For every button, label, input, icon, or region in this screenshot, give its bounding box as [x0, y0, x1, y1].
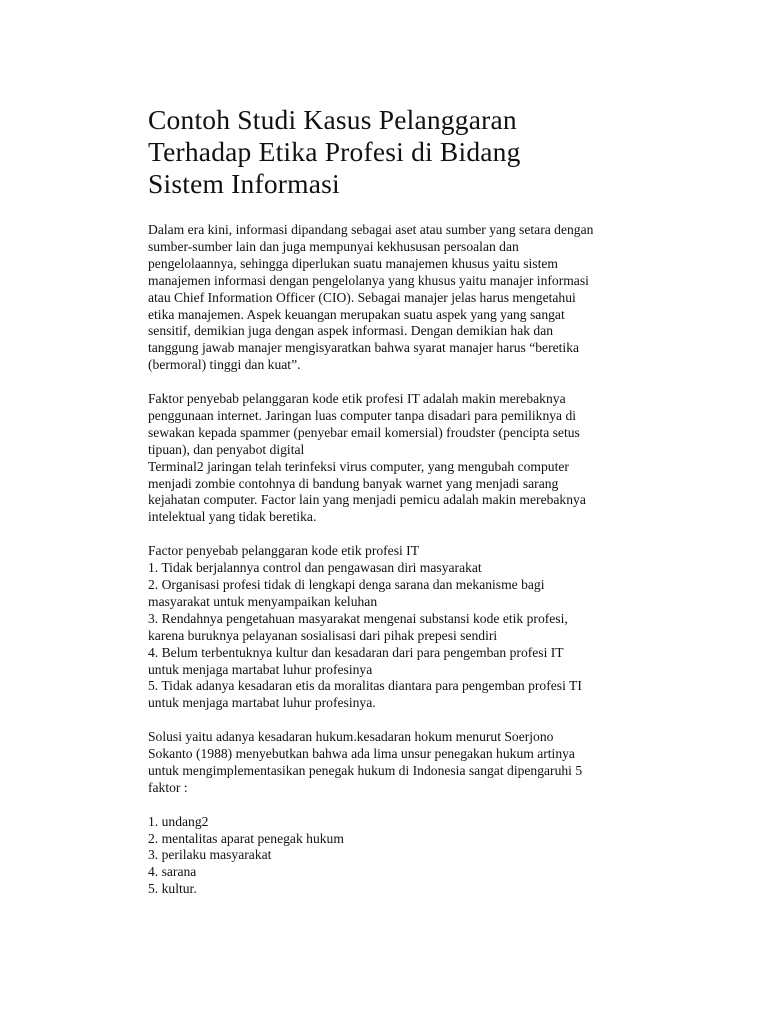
paragraph-factor-list	[148, 543, 668, 712]
list-item: 4. Belum terbentuknya kultur dan kesadaran dari para pengemban profesi IT	[148, 644, 564, 660]
text-line: Sokanto (1988) menyebutkan bahwa ada lima unsur penegakan hukum artinya	[148, 746, 575, 762]
text-line: tanggung jawab manajer mengisyaratkan bahwa syarat manajer harus “beretika	[148, 340, 580, 356]
title-line: Contoh Studi Kasus Pelanggaran	[148, 104, 517, 135]
text-line: Solusi yaitu adanya kesadaran hukum.kesadaran hokum menurut Soerjono	[148, 729, 554, 745]
text-line: Dalam era kini, informasi dipandang sebagai aset atau sumber yang setara dengan	[148, 222, 594, 237]
list-item: masyarakat untuk menyampaikan keluhan	[148, 593, 378, 609]
text-line: manajemen informasi dengan pengelolanya yang khusus yaitu manajer informasi	[148, 272, 589, 288]
title-line: Sistem Informasi	[148, 168, 340, 199]
list-item: untuk menjaga martabat luhur profesinya	[148, 661, 373, 677]
text-line: sumber-sumber lain dan juga mempunyai kekhususan persoalan dan	[148, 238, 519, 254]
text-line: untuk mengimplementasikan penegak hukum di Indonesia sangat dipengaruhi 5	[148, 762, 583, 778]
text-line: Terminal2 jaringan telah terinfeksi virus computer, yang mengubah computer	[148, 458, 569, 474]
list-item: karena buruknya pelayanan sosialisasi dari pihak prepesi sendiri	[148, 627, 498, 643]
text-line: Factor penyebab pelanggaran kode etik profesi IT	[148, 543, 420, 559]
list-item: 4. sarana	[148, 864, 197, 880]
paragraph-solution	[148, 729, 668, 797]
text-line: tipuan), dan penyabot digital	[148, 441, 305, 457]
list-item: 5. Tidak adanya kesadaran etis da moralitas diantara para pengemban profesi TI	[148, 678, 582, 694]
text-line: intelektual yang tidak beretika.	[148, 509, 317, 525]
text-line: faktor :	[148, 779, 188, 795]
text-line: kejahatan computer. Factor lain yang menjadi pemicu adalah makin merebaknya	[148, 492, 586, 508]
list-item: 3. perilaku masyarakat	[148, 847, 272, 863]
list-item: 2. Organisasi profesi tidak di lengkapi denga sarana dan mekanisme bagi	[148, 577, 545, 592]
document-page	[148, 104, 668, 915]
text-line: etika manajemen. Aspek keuangan merupakan suatu aspek yang yang sangat	[148, 306, 565, 322]
list-item: 1. undang2	[148, 813, 209, 829]
paragraph-intro	[148, 222, 668, 374]
paragraph-solution-list	[148, 814, 668, 899]
list-item: 1. Tidak berjalannya control dan pengawasan diri masyarakat	[148, 560, 482, 576]
text-line: sensitif, demikian juga dengan aspek informasi. Dengan demikian hak dan	[148, 323, 554, 339]
text-line: menjadi zombie contohnya di bandung banyak warnet yang menjadi sarang	[148, 475, 559, 491]
list-item: 2. mentalitas aparat penegak hukum	[148, 830, 344, 846]
text-line: (bermoral) tinggi dan kuat”.	[148, 357, 301, 373]
text-line: Faktor penyebab pelanggaran kode etik profesi IT adalah makin merebaknya	[148, 391, 566, 407]
document-title	[148, 104, 668, 200]
text-line: sewakan kepada spammer (penyebar email komersial) froudster (pencipta setus	[148, 424, 580, 440]
paragraph-factors	[148, 391, 668, 526]
text-line: atau Chief Information Officer (CIO). Sebagai manajer jelas harus mengetahui	[148, 289, 576, 305]
text-line: pengelolaannya, sehingga diperlukan suatu manajemen khusus yaitu sistem	[148, 255, 558, 271]
list-item: 5. kultur.	[148, 881, 197, 897]
list-item: 3. Rendahnya pengetahuan masyarakat mengenai substansi kode etik profesi,	[148, 610, 568, 626]
list-item: untuk menjaga martabat luhur profesinya.	[148, 695, 376, 711]
title-line: Terhadap Etika Profesi di Bidang	[148, 136, 521, 167]
text-line: penggunaan internet. Jaringan luas computer tanpa disadari para pemiliknya di	[148, 407, 577, 423]
